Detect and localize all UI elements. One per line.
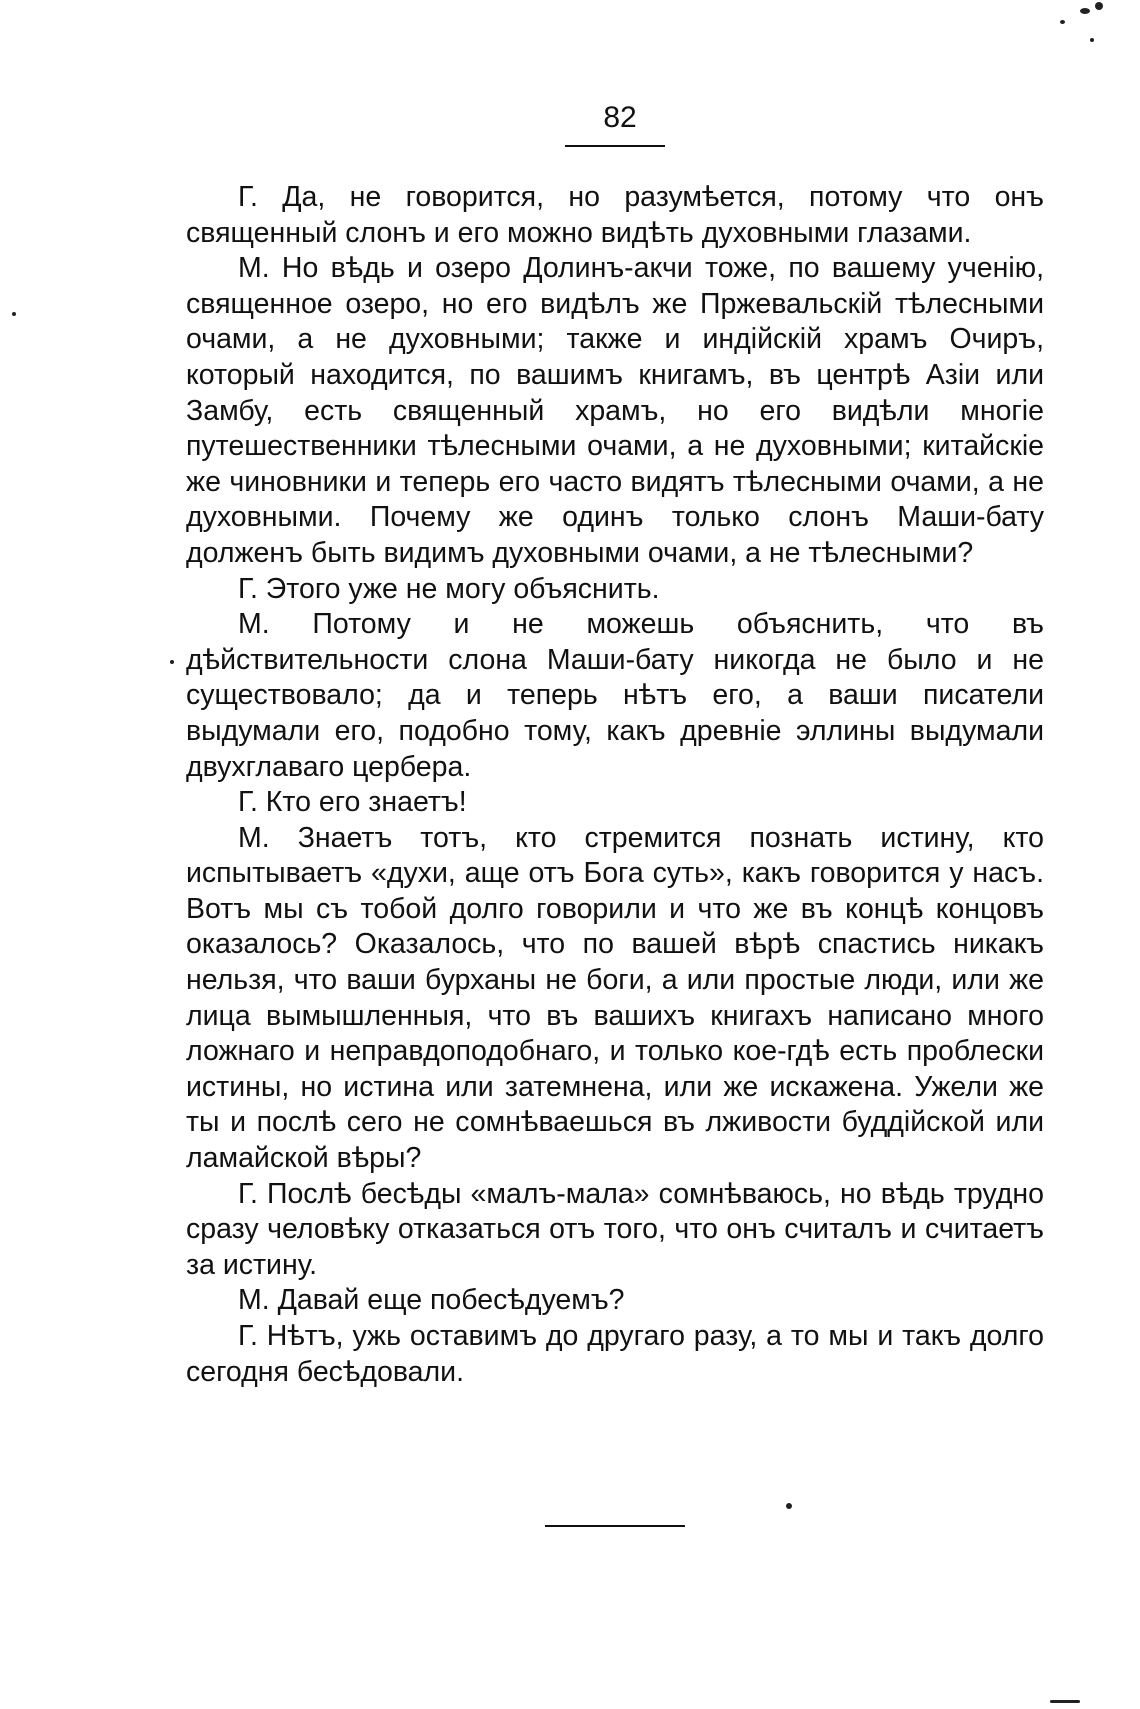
paragraph: Г. Послѣ бесѣды «малъ-мала» сомнѣваюсь, но вѣдь трудно сразу человѣку отказаться отъ того, что онъ считалъ и считаетъ за истину.	[186, 1177, 1044, 1281]
scan-speck	[12, 312, 16, 316]
scan-speck	[1090, 38, 1094, 42]
paragraph: М. Давай еще побесѣдуемъ?	[238, 1284, 625, 1317]
paragraph: М. Потому и не можешь объяснить, что въ дѣйствительности слона Маши-бату никогда не было и не существовало; да и теперь нѣтъ его, а ваши писатели выдумали его, подобно тому, какъ древніе эллины выдумали двухглаваго цербера.	[186, 608, 1044, 783]
paragraph: Г. Этого уже не могу объяснить.	[238, 572, 660, 605]
section-end-rule	[545, 1525, 685, 1527]
body-text	[186, 180, 1044, 1390]
paragraph: Г. Нѣтъ, ужь оставимъ до другаго разу, а то мы и такъ долго сегодня бесѣдовали.	[186, 1320, 1044, 1388]
paragraph: М. Но вѣдь и озеро Долинъ-акчи тоже, по вашему ученію, священное озеро, но его видѣлъ же Пржевальскій тѣлесными очами, а не духовными; также и индійскій храмъ Очиръ, который находится, по вашимъ книгамъ, въ центрѣ Азіи или Замбу, есть священный храмъ, но его видѣли многіе путешественники тѣлесными очами, а не духовными; китайскіе же чиновники и теперь его часто видятъ тѣлесными очами, а не духовными. Почему же одинъ только слонъ Маши-бату долженъ быть видимъ духовными очами, а не тѣлесными?	[186, 252, 1044, 569]
scan-speck	[1060, 20, 1065, 24]
page-number: 82	[603, 101, 637, 134]
paragraph: Г. Кто его знаетъ!	[238, 786, 467, 819]
scan-speck	[1095, 2, 1103, 10]
scan-speck	[1050, 1700, 1080, 1703]
scan-speck	[1080, 8, 1090, 14]
paragraph: Г. Да, не говорится, но разумѣется, потому что онъ священный слонъ и его можно видѣть духовными глазами.	[186, 181, 1044, 249]
page-number-underline	[565, 145, 665, 147]
scan-speck	[786, 1503, 792, 1509]
scan-speck	[170, 660, 174, 664]
paragraph: М. Знаетъ тотъ, кто стремится познать истину, кто испытываетъ «духи, аще отъ Бога суть», какъ говорится у насъ. Вотъ мы съ тобой долго говорили и что же въ концѣ концовъ оказалось? Оказалось, что по вашей вѣрѣ спастись никакъ нельзя, что ваши бурханы не боги, а или простые люди, или же лица вымышленныя, что въ вашихъ книгахъ написано много ложнаго и неправдоподобнаго, и только кое-гдѣ есть проблески истины, но истина или затемнена, или же искажена. Ужели же ты и послѣ сего не сомнѣваешься въ лживости буддійской или ламайской вѣры?	[186, 821, 1044, 1175]
